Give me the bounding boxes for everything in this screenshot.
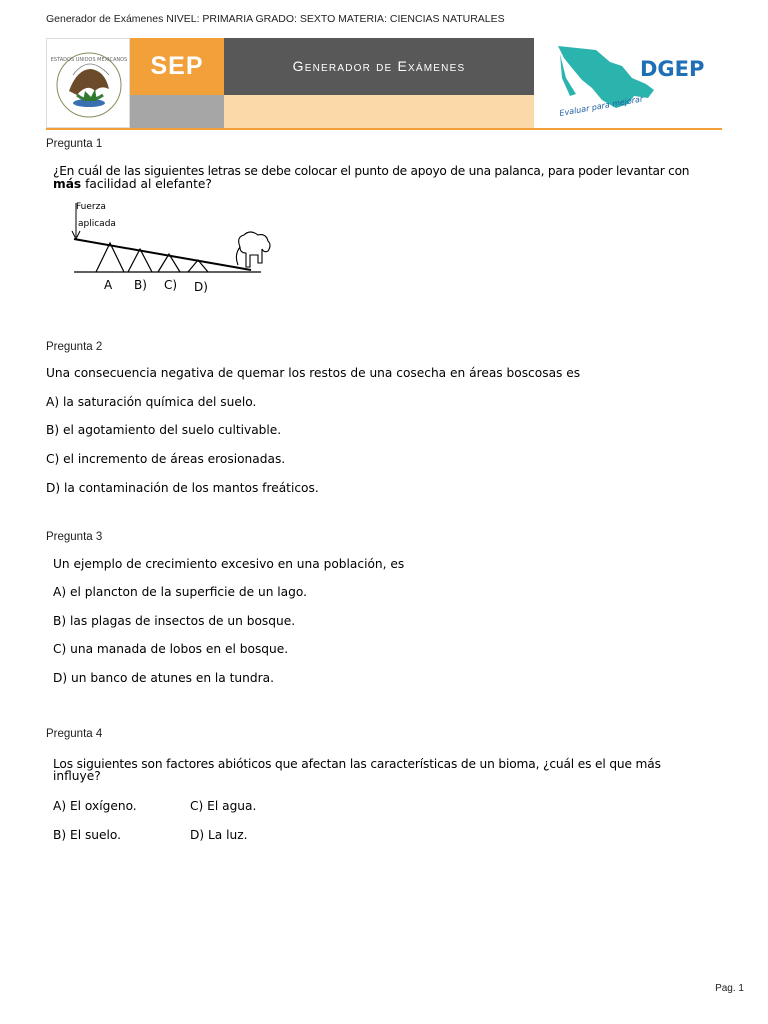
question-1-stem-line-1: ¿En cuál de las siguientes letras se debe colocar el punto de apoyo de una palanca, para poder levantar con: [53, 164, 690, 178]
question-1-label: Pregunta 1: [46, 138, 103, 150]
seal-text: ESTADOS UNIDOS MEXICANOS: [50, 57, 128, 63]
question-2-stem: Una consecuencia negativa de quemar los restos de una cosecha en áreas boscosas es: [46, 366, 581, 380]
elephant-icon: [236, 232, 270, 267]
question-1-stem-line-2: [53, 178, 212, 191]
question-3-option-a: A) el plancton de la superficie de un lago.: [53, 585, 308, 599]
banner-title: Generador de Exámenes: [292, 58, 466, 74]
force-label-1: Fuerza: [76, 202, 106, 212]
question-2-option-d: D) la contaminación de los mantos freáticos.: [46, 481, 319, 495]
question-4-label: Pregunta 4: [46, 728, 103, 740]
sep-logo-text: SEP: [150, 52, 204, 80]
lever-diagram: [66, 199, 276, 294]
page-number: Pag. 1: [715, 983, 744, 994]
question-4-option-b: B) El suelo.: [53, 828, 122, 842]
title-peach-block: [224, 95, 534, 128]
letter-d: D): [194, 280, 208, 294]
dgep-logo: [536, 38, 722, 128]
question-3-label: Pregunta 3: [46, 531, 103, 543]
question-3-option-d: D) un banco de atunes en la tundra.: [53, 671, 274, 685]
question-4-option-c: C) El agua.: [190, 799, 257, 813]
title-block: [224, 38, 534, 95]
letter-c: C): [164, 278, 178, 292]
question-2-option-c: C) el incremento de áreas erosionadas.: [46, 452, 286, 466]
question-2-option-b: B) el agotamiento del suelo cultivable.: [46, 423, 282, 437]
question-3-option-b: B) las plagas de insectos de un bosque.: [53, 614, 296, 628]
coat-of-arms-logo: [46, 38, 130, 128]
banner: [46, 38, 722, 130]
sep-gray-block: [130, 95, 224, 128]
dgep-slogan: Evaluar para mejorar: [558, 94, 644, 118]
letter-b: B): [134, 278, 147, 292]
document-header: Generador de Exámenes NIVEL: PRIMARIA GRADO: SEXTO MATERIA: CIENCIAS NATURALES: [46, 13, 505, 25]
question-4-stem-line-2: influye?: [53, 769, 101, 783]
question-2-option-a: A) la saturación química del suelo.: [46, 395, 257, 409]
question-3-option-c: C) una manada de lobos en el bosque.: [53, 642, 289, 656]
question-1-bold-word: más: [53, 177, 82, 191]
force-label-2: aplicada: [78, 219, 116, 229]
question-4-stem-line-1: Los siguientes son factores abióticos que afectan las características de un bioma, ¿cuál es el que más: [53, 757, 661, 771]
dgep-text: DGEP: [640, 57, 705, 81]
letter-a: A: [104, 278, 113, 292]
sep-block: [130, 38, 224, 95]
question-3-stem: Un ejemplo de crecimiento excesivo en una población, es: [53, 557, 405, 571]
question-2-label: Pregunta 2: [46, 341, 103, 353]
question-4-option-a: A) El oxígeno.: [53, 799, 137, 813]
question-4-option-d: D) La luz.: [190, 828, 248, 842]
question-1-stem-line-2-text: facilidad al elefante?: [85, 177, 212, 191]
banner-rule: [46, 128, 722, 130]
